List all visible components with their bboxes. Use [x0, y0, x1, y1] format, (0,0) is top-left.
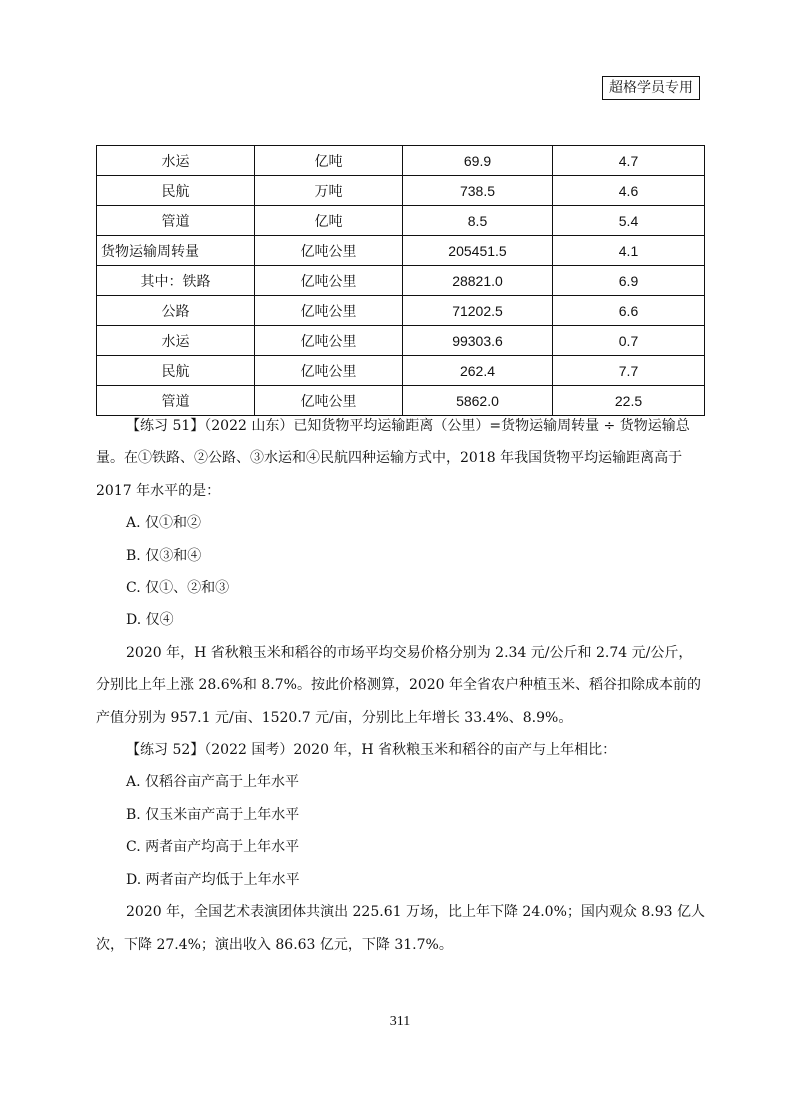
grain-price-passage: 2020 年，H 省秋粮玉米和稻谷的市场平均交易价格分别为 2.34 元/公斤和 2.74 元/公斤，分别比上年上涨 28.6%和 8.7%。按此价格测算，2020 年全省农户种植玉米、稻谷扣除成本前的产值分别为 957.1 元/亩、1520.7 元/亩，分别比上年增长 33.4%、8.9%。: [96, 644, 702, 726]
row-value: 5862.0: [403, 386, 553, 416]
row-value: 738.5: [403, 176, 553, 206]
table-row: [97, 266, 705, 296]
row-value: 28821.0: [403, 266, 553, 296]
row-growth: 7.7: [553, 356, 705, 386]
row-name: 管道: [97, 386, 255, 416]
row-value: 205451.5: [403, 236, 553, 266]
question-51-option-a: A. 仅①和②: [126, 515, 202, 532]
row-name: 其中：铁路: [97, 266, 255, 296]
row-unit: 亿吨: [255, 206, 403, 236]
row-growth: 6.6: [553, 296, 705, 326]
row-growth: 5.4: [553, 206, 705, 236]
row-value: 99303.6: [403, 326, 553, 356]
art-performance-passage: 2020 年，全国艺术表演团体共演出 225.61 万场，比上年下降 24.0%；国内观众 8.93 亿人次，下降 27.4%；演出收入 86.63 亿元，下降 31.7%。: [96, 904, 705, 953]
row-value: 71202.5: [403, 296, 553, 326]
row-unit: 亿吨公里: [255, 326, 403, 356]
table-row: [97, 236, 705, 266]
row-growth: 22.5: [553, 386, 705, 416]
row-name: 民航: [97, 356, 255, 386]
freight-data-table: [96, 145, 705, 416]
row-name: 公路: [97, 296, 255, 326]
row-name: 货物运输周转量: [97, 236, 255, 266]
page-content: [96, 410, 706, 961]
row-unit: 亿吨公里: [255, 266, 403, 296]
row-name: 水运: [97, 146, 255, 176]
table-row: [97, 326, 705, 356]
row-growth: 6.9: [553, 266, 705, 296]
table-row: [97, 356, 705, 386]
table-row: [97, 146, 705, 176]
row-growth: 4.7: [553, 146, 705, 176]
row-unit: 万吨: [255, 176, 403, 206]
row-name: 管道: [97, 206, 255, 236]
row-unit: 亿吨公里: [255, 296, 403, 326]
member-only-badge: 超格学员专用: [602, 76, 700, 100]
row-name: 民航: [97, 176, 255, 206]
question-52-option-b: B. 仅玉米亩产高于上年水平: [126, 806, 300, 823]
table-row: [97, 206, 705, 236]
table-row: [97, 296, 705, 326]
question-52-option-a: A. 仅稻谷亩产高于上年水平: [126, 774, 300, 791]
row-growth: 4.1: [553, 236, 705, 266]
row-value: 262.4: [403, 356, 553, 386]
row-unit: 亿吨公里: [255, 356, 403, 386]
row-name: 水运: [97, 326, 255, 356]
row-unit: 亿吨: [255, 146, 403, 176]
question-51-stem: 【练习 51】（2022 山东）已知货物平均运输距离（公里）=货物运输周转量 ÷ 货物运输总量。在①铁路、②公路、③水运和④民航四种运输方式中，2018 年我国货物平均运输距离高于 2017 年水平的是：: [96, 418, 690, 499]
row-growth: 4.6: [553, 176, 705, 206]
row-value: 8.5: [403, 206, 553, 236]
question-51-option-b: B. 仅③和④: [126, 547, 202, 564]
question-52-stem: 【练习 52】（2022 国考）2020 年，H 省秋粮玉米和稻谷的亩产与上年相比：: [126, 742, 617, 759]
question-52-option-c: C. 两者亩产均高于上年水平: [126, 839, 300, 856]
page-number: 311: [389, 1014, 411, 1029]
table-row: [97, 176, 705, 206]
question-52-option-d: D. 两者亩产均低于上年水平: [126, 871, 300, 888]
question-51-option-c: C. 仅①、②和③: [126, 580, 230, 597]
row-unit: 亿吨公里: [255, 236, 403, 266]
row-growth: 0.7: [553, 326, 705, 356]
row-value: 69.9: [403, 146, 553, 176]
row-unit: 亿吨公里: [255, 386, 403, 416]
question-51-option-d: D. 仅④: [126, 612, 174, 629]
